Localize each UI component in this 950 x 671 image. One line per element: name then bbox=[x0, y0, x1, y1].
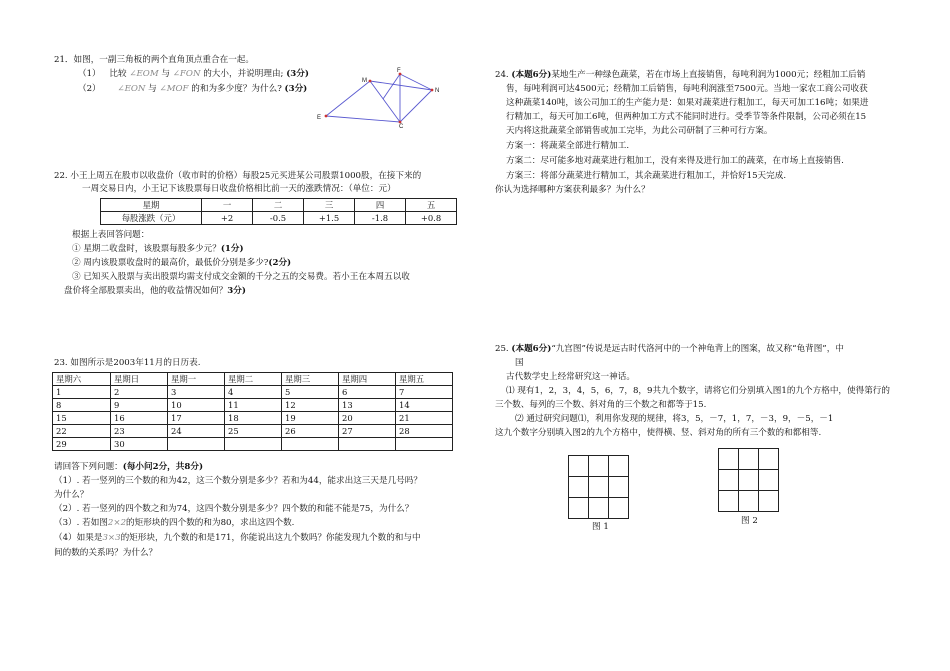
grid-cell[interactable] bbox=[589, 498, 609, 519]
q23-sub3 bbox=[54, 518, 294, 529]
q24-l3: 这种蔬菜140吨，该公司加工的生产能力是：如果对蔬菜进行粗加工，每天可加工16吨；如果进 bbox=[506, 98, 869, 108]
cal-cell bbox=[282, 438, 339, 451]
q25-l4: ⑴ 现有1，2，3，4，5，6，7，8，9共九个数字，请将它们分别填入图1的九个方格中，使得第行的 bbox=[506, 386, 890, 396]
q23-calendar-row bbox=[53, 399, 453, 412]
cal-cell: 8 bbox=[53, 399, 111, 412]
cal-cell bbox=[168, 438, 225, 451]
cal-cell: 27 bbox=[339, 425, 396, 438]
q21-part1-a: 比较 bbox=[109, 69, 127, 79]
grid-cell[interactable] bbox=[759, 491, 779, 512]
q23-calendar-row bbox=[53, 438, 453, 451]
magic-square-grid-1 bbox=[568, 455, 629, 519]
q22-item3-score: 3分) bbox=[227, 286, 246, 296]
q23-sub4-expr: 3×3 bbox=[102, 533, 121, 543]
q24-score: (本题6分) bbox=[511, 70, 552, 80]
q21-title: 21．如图，一副三角板的两个直角顶点重合在一起。 bbox=[54, 55, 254, 65]
cal-cell: 23 bbox=[111, 425, 168, 438]
cal-cell: 2 bbox=[111, 386, 168, 399]
q22-th-2: 二 bbox=[253, 199, 304, 212]
q22-val-4: -1.8 bbox=[355, 212, 406, 225]
grid-cell[interactable] bbox=[739, 470, 759, 491]
q22-val-3: +1.5 bbox=[304, 212, 355, 225]
q22-item1-score: (1分) bbox=[220, 244, 244, 254]
grid-cell[interactable] bbox=[719, 470, 739, 491]
q22-intro: 根据上表回答问题： bbox=[72, 230, 150, 240]
q25-l5: 三个数、每列的三个数、斜对角的三个数之和都等于15. bbox=[495, 400, 707, 410]
q25-l2: 国 bbox=[515, 358, 524, 368]
q21-part1-num: （1） bbox=[78, 69, 101, 79]
grid-cell[interactable] bbox=[719, 491, 739, 512]
q25-l7: 这九个数字分别填入图2的九个方格中，使得横、竖、斜对角的所有三个数的和都相等. bbox=[495, 428, 822, 438]
q23-cal-h4: 星期三 bbox=[282, 373, 339, 386]
grid-cell[interactable] bbox=[589, 477, 609, 498]
figure-2-caption: 图 2 bbox=[741, 516, 758, 526]
q23-cal-h6: 星期五 bbox=[396, 373, 453, 386]
q22-table-value-row bbox=[101, 212, 457, 225]
cal-cell: 25 bbox=[225, 425, 282, 438]
cal-cell: 12 bbox=[282, 399, 339, 412]
cal-cell: 28 bbox=[396, 425, 453, 438]
q24-l2: 售，每吨利润可达4500元；经精加工后销售，每吨利润涨至7500元。当地一家农工商公司收获 bbox=[506, 84, 868, 94]
q22-item3-a: ③ 已知买入股票与卖出股票均需支付成交金额的千分之五的交易费。若小王在本周五以收 bbox=[72, 272, 410, 282]
q23-sub3-expr: 2×2 bbox=[107, 518, 127, 528]
q23-title: 23. 如图所示是2003年11月的日历表. bbox=[54, 358, 201, 368]
cal-cell: 26 bbox=[282, 425, 339, 438]
grid-cell[interactable] bbox=[589, 456, 609, 477]
grid-cell[interactable] bbox=[569, 498, 589, 519]
q22-line1: 22. 小王上周五在股市以收盘价（收市时的价格）每股25元买进某公司股票1000股，在接下来的 bbox=[54, 171, 422, 181]
cal-cell bbox=[339, 438, 396, 451]
q23-calendar-row bbox=[53, 412, 453, 425]
q23-cal-h5: 星期四 bbox=[339, 373, 396, 386]
q24-question: 你认为选择哪种方案获利最多？为什么？ bbox=[495, 185, 650, 195]
q23-sub3-a: （3）. 若如图 bbox=[54, 518, 108, 528]
q21-angle-eom: ∠EOM bbox=[129, 69, 159, 79]
q22-val-1: +2 bbox=[202, 212, 253, 225]
cal-cell: 18 bbox=[225, 412, 282, 425]
q22-val-2: -0.5 bbox=[253, 212, 304, 225]
cal-cell: 30 bbox=[111, 438, 168, 451]
q22-row-label: 每股涨跌（元） bbox=[101, 212, 202, 225]
q22-item2 bbox=[72, 258, 291, 269]
q23-sub1-a: （1）. 若一竖列的三个数的和为42，这三个数分别是多少？若和为44，能求出这三天是几号吗？ bbox=[54, 476, 422, 486]
q24-l1: 某地生产一种绿色蔬菜，若在市场上直接销售，每吨利润为1000元；经粗加工后销 bbox=[551, 70, 866, 80]
q23-cal-h0: 星期六 bbox=[53, 373, 111, 386]
q24-line1 bbox=[495, 70, 865, 81]
q22-item2-text: ② 周内该股票收盘时的最高价，最低价分别是多少? bbox=[72, 258, 269, 268]
q21-angle-mof: ∠MOF bbox=[159, 84, 189, 94]
cal-cell: 6 bbox=[339, 386, 396, 399]
q22-price-table bbox=[100, 198, 457, 225]
q22-th-5: 五 bbox=[406, 199, 457, 212]
q22-item1-text: ① 星期二收盘时，该股票每股多少元？ bbox=[72, 244, 221, 254]
cal-cell: 9 bbox=[111, 399, 168, 412]
q24-plan2: 方案二：尽可能多地对蔬菜进行粗加工，没有来得及进行加工的蔬菜，在市场上直接销售. bbox=[506, 156, 844, 166]
q23-cal-h1: 星期日 bbox=[111, 373, 168, 386]
q22-item3-b-text: 盘价将全部股票卖出，他的收益情况如何？ bbox=[64, 286, 228, 296]
label-n: N bbox=[435, 88, 440, 94]
q21-part2-score: (3分) bbox=[284, 84, 308, 94]
q23-ask bbox=[54, 462, 203, 473]
cal-cell: 24 bbox=[168, 425, 225, 438]
q23-sub3-b: 的矩形块的四个数的和为80，求出这四个数. bbox=[126, 518, 295, 528]
q22-th-4: 四 bbox=[355, 199, 406, 212]
grid-cell[interactable] bbox=[739, 491, 759, 512]
magic-square-grid-2 bbox=[718, 448, 779, 512]
q22-th-3: 三 bbox=[304, 199, 355, 212]
q25-l6: ⑵ 通过研究问题⑴，利用你发现的规律，将3，5，－7，1，7，－3，9，－5，－1 bbox=[515, 414, 834, 424]
q21-part1-b: 与 bbox=[161, 69, 170, 79]
q21-part1 bbox=[78, 69, 309, 80]
q21-part2-num: （2） bbox=[78, 84, 101, 94]
cal-cell: 19 bbox=[282, 412, 339, 425]
cal-cell: 17 bbox=[168, 412, 225, 425]
q23-cal-h3: 星期二 bbox=[225, 373, 282, 386]
q23-sub4-b: 的矩形块，九个数的和是171，你能说出这九个数吗？你能发现九个数的和与中 bbox=[120, 533, 421, 543]
cal-cell: 11 bbox=[225, 399, 282, 412]
q24-plan3: 方案三：将部分蔬菜进行精加工，其余蔬菜进行粗加工，并恰好15天完成. bbox=[506, 171, 787, 181]
q23-calendar-row bbox=[53, 386, 453, 399]
q22-th-0: 星期 bbox=[101, 199, 202, 212]
cal-cell: 4 bbox=[225, 386, 282, 399]
cal-cell bbox=[396, 438, 453, 451]
label-f: F bbox=[397, 68, 401, 74]
q21-part1-c: 的大小，并说明理由; bbox=[203, 69, 284, 79]
label-m: M bbox=[362, 78, 367, 84]
q24-l4: 行精加工，每天可加工6吨，但两种加工方式不能同时进行。受季节等条件限制，公司必须在15 bbox=[506, 112, 867, 122]
q21-angle-eon: ∠EON bbox=[117, 84, 146, 94]
q25-line1 bbox=[495, 344, 844, 355]
q25-l3: 古代数学史上经常研究这一神话。 bbox=[506, 372, 635, 382]
q23-calendar-header bbox=[53, 373, 453, 386]
label-e: E bbox=[317, 115, 322, 121]
q22-line2: 一周交易日内，小王记下该股票每日收盘价格相比前一天的涨跌情况：（单位：元） bbox=[82, 184, 396, 194]
q22-table-header-row bbox=[101, 199, 457, 212]
q21-angle-fon: ∠FON bbox=[172, 69, 201, 79]
cal-cell: 3 bbox=[168, 386, 225, 399]
q24-plan1: 方案一：将蔬菜全部进行精加工. bbox=[506, 141, 630, 151]
q22-item1 bbox=[72, 244, 244, 255]
q25-l1: “九宫图”传说是远古时代洛河中的一个神龟背上的图案，故又称“龟背图”，中 bbox=[551, 344, 844, 354]
cal-cell: 7 bbox=[396, 386, 453, 399]
grid-cell[interactable] bbox=[759, 449, 779, 470]
q25-score: (本题6分) bbox=[511, 344, 552, 354]
q22-val-5: +0.8 bbox=[406, 212, 457, 225]
q22-th-1: 一 bbox=[202, 199, 253, 212]
q23-cal-h2: 星期一 bbox=[168, 373, 225, 386]
cal-cell: 5 bbox=[282, 386, 339, 399]
q23-sub2: （2）. 若一竖列的四个数之和为74，这四个数分别是多少？四个数的和能不能是75，为什么？ bbox=[54, 504, 414, 514]
cal-cell: 16 bbox=[111, 412, 168, 425]
q21-part2-c: 的和为多少度？为什么? bbox=[191, 84, 282, 94]
q21-triangle-figure bbox=[308, 64, 458, 128]
q23-sub4-a: （4）如果是 bbox=[54, 533, 103, 543]
q23-sub4-c: 间的数的关系吗？为什么？ bbox=[54, 548, 158, 558]
figure-1-caption: 图 1 bbox=[592, 522, 609, 532]
q22-item2-score: (2分) bbox=[268, 258, 292, 268]
q24-l5: 天内将这批蔬菜全部销售或加工完毕，为此公司研制了三种可行方案。 bbox=[506, 126, 773, 136]
q23-sub1-b: 为什么？ bbox=[54, 490, 89, 500]
q24-lead: 24. bbox=[495, 70, 509, 80]
grid-cell[interactable] bbox=[609, 498, 629, 519]
label-c: C bbox=[399, 124, 404, 128]
q25-lead: 25. bbox=[495, 344, 509, 354]
grid-cell[interactable] bbox=[609, 456, 629, 477]
q21-part1-score: (3分) bbox=[286, 69, 309, 79]
q21-part2 bbox=[78, 84, 307, 95]
grid-cell[interactable] bbox=[609, 477, 629, 498]
cal-cell: 13 bbox=[339, 399, 396, 412]
q21-part2-b: 与 bbox=[148, 84, 157, 94]
q23-ask-text: 请回答下列问题： bbox=[54, 462, 123, 472]
cal-cell: 14 bbox=[396, 399, 453, 412]
cal-cell: 29 bbox=[53, 438, 111, 451]
cal-cell: 10 bbox=[168, 399, 225, 412]
cal-cell: 15 bbox=[53, 412, 111, 425]
grid-cell[interactable] bbox=[739, 449, 759, 470]
q23-calendar-table bbox=[52, 372, 453, 451]
q23-ask-score: (每小问2分，共8分) bbox=[122, 462, 204, 472]
q23-sub4 bbox=[54, 533, 421, 544]
cal-cell bbox=[225, 438, 282, 451]
grid-cell[interactable] bbox=[569, 477, 589, 498]
cal-cell: 20 bbox=[339, 412, 396, 425]
cal-cell: 22 bbox=[53, 425, 111, 438]
q22-item3-b bbox=[64, 286, 246, 297]
grid-cell[interactable] bbox=[569, 456, 589, 477]
q23-calendar-row bbox=[53, 425, 453, 438]
grid-cell[interactable] bbox=[759, 470, 779, 491]
grid-cell[interactable] bbox=[719, 449, 739, 470]
cal-cell: 21 bbox=[396, 412, 453, 425]
cal-cell: 1 bbox=[53, 386, 111, 399]
